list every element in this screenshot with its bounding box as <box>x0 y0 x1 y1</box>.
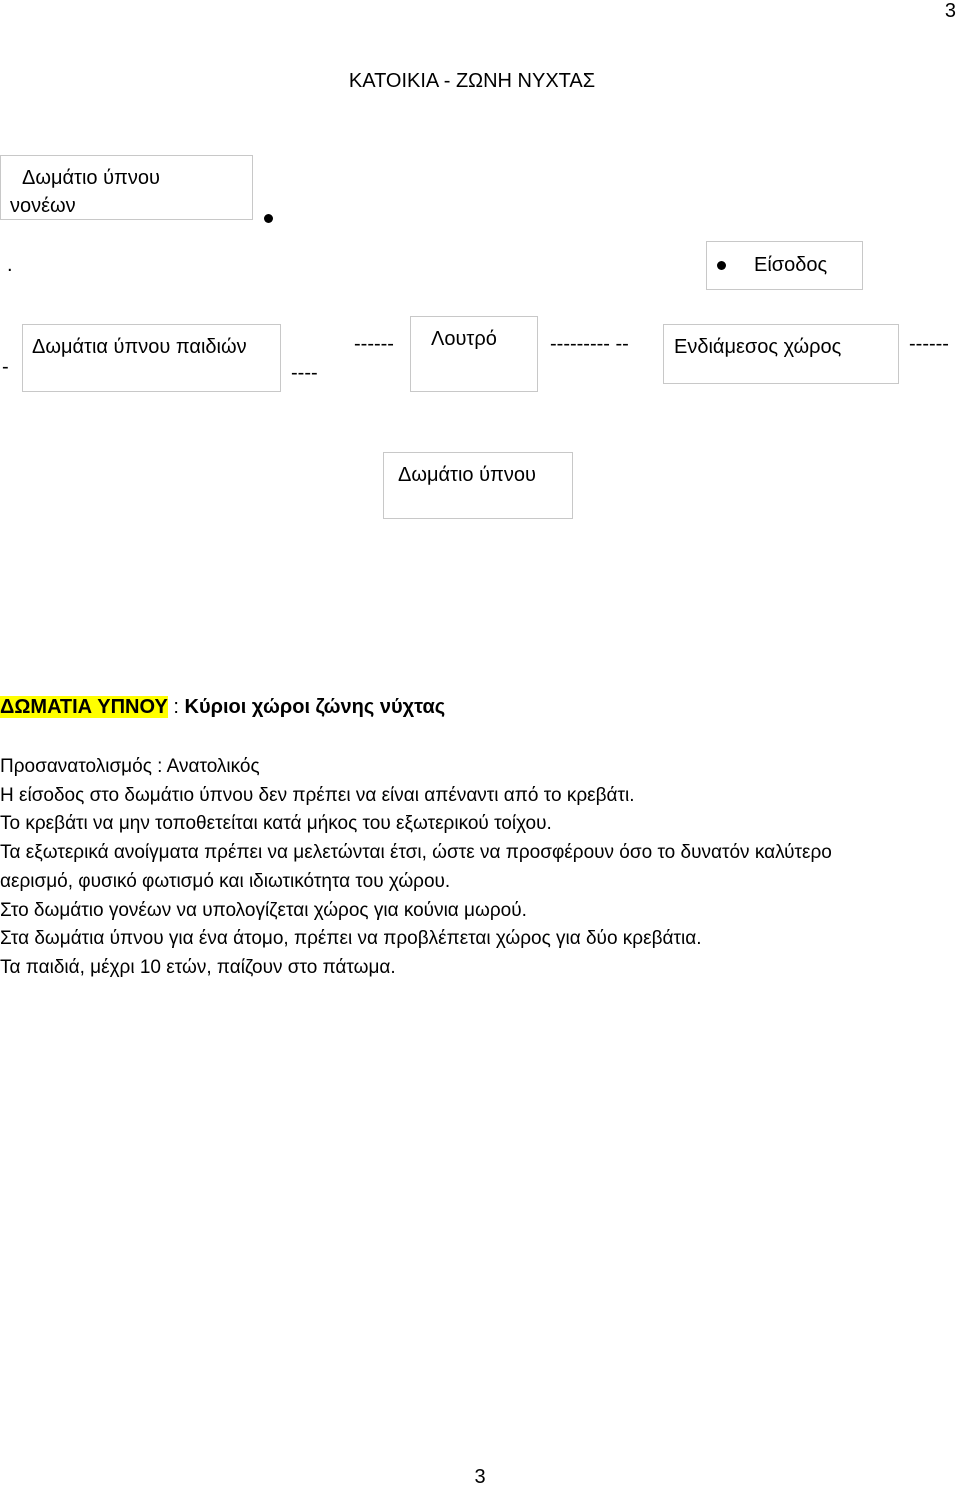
page-number-bottom: 3 <box>474 1466 486 1488</box>
parents-room-label-line1: Δωμάτιο ύπνου <box>22 167 160 189</box>
bullet-icon <box>264 214 273 223</box>
entrance-label: Είσοδος <box>754 254 828 276</box>
body-line: Η είσοδος στο δωμάτιο ύπνου δεν πρέπει να είναι απέναντι από το κρεβάτι. <box>0 784 635 806</box>
children-rooms-label: Δωμάτια ύπνου παιδιών <box>32 336 247 358</box>
hallway-box <box>663 324 899 384</box>
section-heading-highlight: ΔΩΜΑΤΙΑ ΥΠΝΟΥ <box>0 696 168 718</box>
left-dash: - <box>2 356 9 378</box>
entrance-box <box>706 241 863 290</box>
children-rooms-box <box>22 324 281 392</box>
parents-room-box <box>0 155 253 220</box>
body-line: Το κρεβάτι να μην τοποθετείται κατά μήκος του εξωτερικού τοίχου. <box>0 813 552 835</box>
section-heading <box>0 696 445 719</box>
section-heading-text: Κύριοι χώροι ζώνης νύχτας <box>184 696 446 718</box>
bedroom-box <box>383 452 573 519</box>
connector-dash-3: --------- -- <box>550 333 629 355</box>
body-line: Τα εξωτερικά ανοίγματα πρέπει να μελετώνται έτσι, ώστε να προσφέρουν όσο το δυνατόν καλύτερο <box>0 842 832 864</box>
bedroom-label: Δωμάτιο ύπνου <box>398 464 536 486</box>
stray-period: . <box>7 254 13 276</box>
section-heading-separator: : <box>167 696 185 718</box>
bathroom-label: Λουτρό <box>431 328 497 350</box>
body-line: Τα παιδιά, μέχρι 10 ετών, παίζουν στο πάτωμα. <box>0 956 396 978</box>
connector-dash-4: ------ <box>909 333 949 355</box>
body-text <box>0 753 832 983</box>
connector-dash-2: ------ <box>354 333 394 355</box>
body-line: Στα δωμάτια ύπνου για ένα άτομο, πρέπει να προβλέπεται χώρος για δύο κρεβάτια. <box>0 928 702 950</box>
bullet-icon <box>717 261 726 270</box>
hallway-label: Ενδιάμεσος χώρος <box>674 336 842 358</box>
connector-dash-1: ---- <box>291 362 318 384</box>
body-line: Στο δωμάτιο γονέων να υπολογίζεται χώρος για κούνια μωρού. <box>0 899 527 921</box>
body-line: αερισμό, φυσικό φωτισμό και ιδιωτικότητα του χώρου. <box>0 870 451 892</box>
page-title: ΚΑΤΟΙΚΙΑ - ΖΩΝΗ ΝΥΧΤΑΣ <box>348 70 596 92</box>
body-line: Προσανατολισμός : Ανατολικός <box>0 756 260 777</box>
page-number-top: 3 <box>944 0 956 22</box>
parents-room-label-line2: νονέων <box>10 195 76 217</box>
bathroom-box <box>410 316 538 392</box>
